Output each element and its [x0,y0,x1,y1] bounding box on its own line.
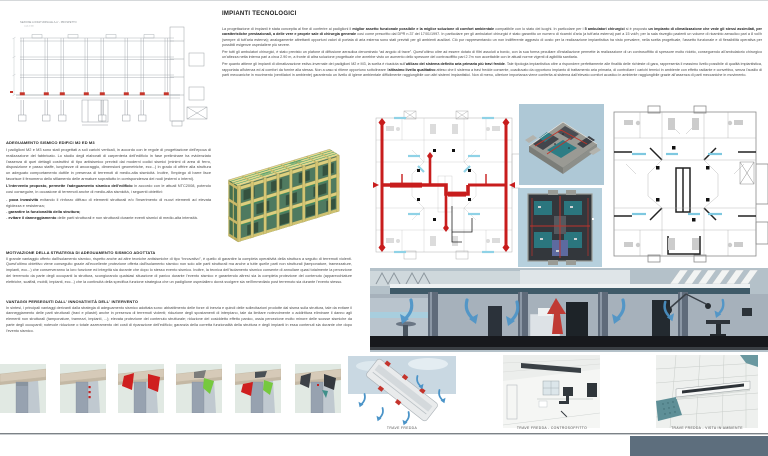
joint-damage-figure-6 [295,364,341,413]
section-vantaggi-heading: VANTAGGI PERSEGUITI DALL' INNOVATIVITÀ DELL' INTERVENTO [6,299,139,304]
bw-plan-shaft [740,162,754,184]
joint-damage-figure-1 [0,364,46,413]
section-motivazione [6,250,352,287]
cold-beam-ceiling-room-figure [503,355,600,428]
motivazione-body: Il grande vantaggio offerto dall'isolamento sismico, rispetto anche ad altre tecniche antisismiche di tipo “innovativo”, è quello di garantire la completa operatività della struttura a seguito di terremoti violenti. Quest'ultimo obiettivo viene conseguito grazie all'eccellente protezione offerta dall'isolamento sismico non solo alle parti strutturali ma anche a tutte quelle parti non strutturali (tamponature, tramezzature, impianti, ecc...) che conserveranno la loro funzione ed integrità sia durante che dopo lo stesso evento sismico. Inoltre, la tecnica dell'isolamento sismico consente di annullare quasi totalmente la percezione del terremoto da parte degli occupanti la struttura, scongiurando qualsiasi situazione di panico durante l'evento sismico e garantendo altresì sia la completa protezione del contenuto (apparecchiature elettriche, scaffali, mobili, impianti, ecc...) che la continuità della specifica funzione strategica che un padiglione ospedaliero dovrà svolgere sia nell'immediato post terremoto sia durante l'evento stesso. [6,256,352,284]
bim-isometric-render-figure [519,104,604,185]
adeguamento-body: I padiglioni M2 e M3 sono stati progettati a soli carichi verticali, in accordo con le regole di progettazione dell'epoca di realizzazione del fabbricato. Lo studio degli elaborati di carpenteria dell'edificio in fase preliminare ha evidenziato l'assenza di quei dettagli costruttivi di tipo antisismico previsti dai moderni codici sismici (minimi di area di ferro, disposizione e passo staffe, lunghezze di ancoraggio, dimensioni geometriche, ecc...) in grado di offrire alla struttura un adeguato comportamento duttile in presenza di terremoti di medio-alta sismicità. Inoltre, l'impiego di barre lisce favorisce il fenomeno dello sfilamento delle armature soprattutto in corrispondenza dei nodi (esterni o interni). [6,146,211,182]
stair-tower [170,27,207,126]
elevation-lines [16,35,180,99]
impianti-paragraph-2: Per tutti gli ambulatori chirurgici, è stato previsto un plafone di diffusione aeraulica denominato “ad angolo di trave”. Quest'ultimo oltre ad essere dotato di filtri assoluti a bordo, con la sua forma peculiare d'installazione permette la realizzazione di un controsoffitto di spessore molto ridotto, conseguendo all'ambulatorio chirurgico un'altezza netta interna pari a circa 2.90 m, a fronte di altra soluzione progettuale che avrebbe visto un aumento dello spessore del controsoffitto pari 2.7m non accettabile con le attuali norme vigenti di agibilità sanitaria. [222,49,762,60]
page-title: IMPIANTI TECNOLOGICI [222,11,297,17]
drawing-title: SEZIONE LONGITUDINALE A-A' - PROSPETTO [20,21,77,24]
model-end-face [228,180,238,242]
bw-plan-sink-marks [632,154,722,214]
bw-plan-bearing-walls [614,148,756,254]
red-duct-floor-plan-figure [368,106,520,264]
drawing-scale: scala 1:100 [24,25,34,28]
vantaggi-body: In sintesi, i principali vantaggi derivanti dalla strategia di adeguamento sismico adottata sono: abbattimento delle forze di inerzia e quindi delle sollecitazioni prodotte dal sisma sulla struttura, tale da evitare il danneggiamento delle parti strutturali (travi e pilastri) anche in presenza di terremoti violenti; riduzione degli spostamenti di interpiano, tale da limitare notevolmente o addirittura eliminare il danno agli elementi non strutturali (tamponature, tramezzi, impianti, ...); elevata protezione del contenuto strutturale; riduzione del cosiddetto effetto panico, ossia percezione molto minore delle scosse sismiche da parte degli occupanti; notevole riduzione o totale azzeramento dei costi di riparazione dell'edificio; garanzia della corretta funzionalità della struttura e degli impianti in essa contenuti sia durante che dopo l'evento sismico. [6,305,352,333]
airflow-section-render-figure [370,268,768,352]
rooms [370,292,768,342]
joint-damage-figure-2 [60,364,106,413]
fem-structural-model-figure [214,120,356,248]
damage-overlay [89,386,91,398]
bim-top-building [528,190,594,265]
impianti-text-block [222,27,762,80]
section-vantaggi [6,299,352,336]
joint-damage-figure-5 [235,364,281,413]
bw-plan-partitions [614,112,756,256]
foundation-piers [19,100,147,125]
adeguamento-bullet-2: - garantire la funzionalità della struttura; [6,208,81,214]
footer-color-block [630,436,768,456]
adeguamento-bullet-1: - poca invasività evitando il rinforzo diffuso di elementi strutturali e/o l'inserimento di nuovi elementi ad elevata rigidezza e resistenza; [6,196,211,208]
floor [370,336,768,350]
section-adeguamento [6,140,211,221]
impianti-paragraph-3: Per quanto attiene gli impianti di climatizzazione estivo-invernale dei padiglioni M2 e M3, la scelta è ricaduta sull'utilizzo del sistema definito aria primaria più travi fredde. Tale tipologia impiantistica oltre a rispondere perfettamente alle finalità delle richieste di gara, rappresenta il massimo livello possibile di qualità impiantistica, rapportata all'utenza ed al comfort da fornire alla stessa. Non a caso si ritiene opportuno sottolineare l'altissimo livello qualitativo atteso che il sistema a travi fredde consente, coadiuvato da opportuno impianto di trattamento aria primaria, di controllare i carichi termici in ambiente con effetto radiante e convettivo, senza l'ausilio di parti meccaniche in movimento (ventilatori in ambiente) garantendo un livello di igiene ambientale difficilmente raggiungibile con altri sistemi impiantistici. Non di meno, ulteriore importanza viene conferita al sistema dall'elevato comfort acustico in ambiente raggiungibile grazie all'assenza di parti meccaniche in movimento. [222,62,762,77]
bottom-divider-line [0,433,768,435]
joint-damage-sequence [0,364,345,414]
cold-beam-ceiling-caption: TRAVE FREDDA - CONTROSOFFITTO [516,426,588,430]
impianti-paragraph-1: La progettazione di impianti è stata concepita al fine di conferire ai padiglioni il miglior assetto funzionale possibile e la miglior soluzione di comfort ambientale compatibile con lo stato dei luoghi. In particolare per i 5 ambulatori chirurgici si è proposto un impianto di climatizzazione che vede gli stessi assimilati, per caratteristiche prestazionali, a delle vere e proprie sale di chirurgia generale così come prescritto dal DPR n.37 del 17/01/1997. In particolare per gli ambulatori chirurgici è stato garantito un numero di ricambi d'aria (a tutt'aria esterna) pari a 15 vol/h; per la sala risveglio pazienti un volume di ricambio aeraulico pari a 8 vol/h (sempre di tutt'aria esterna); analogamente altrettanti opportuni valori di portata di aria esterna sono stati previsti per gli ambienti ausiliari. Ciò pur rappresentando un non indifferente aggravio di costo per la realizzazione impiantistica ha visto prevalere, nella scelta progettuale, l'assetto funzionale e di flessibilità operativa per possibili esigenze ospedaliere più severe. [222,27,763,48]
section-adeguamento-heading: ADEGUAMENTO SISMICO EDIFICI M2 ED M3 [6,140,95,145]
joint-damage-figure-4 [176,364,222,413]
cold-beam-room-caption: TRAVE FREDDA - VISTA IN AMBIENTE [671,426,743,430]
top-frame-line [0,0,768,1]
section-motivazione-heading: MOTIVAZIONE DELLA STRATEGIA DI ADEGUAMENTO SISMICO ADOTTATA [6,250,156,255]
wall-monitor [587,383,597,397]
cold-beam-caption: TRAVE FREDDA [386,426,418,430]
cold-beam-diagram-figure [348,356,456,426]
structural-elevation-drawing [6,15,212,132]
dimension-line [13,37,16,96]
red-duct-lines [373,118,515,252]
cold-beam-ambient-view-figure [656,355,758,428]
joint-damage-figure-3 [118,364,164,413]
bw-floor-plan-figure [606,104,768,264]
bim-topview-render-figure [518,188,602,267]
adeguamento-bullet-3: - evitare il danneggiamento delle parti strutturali e non strutturali durante eventi sismici di medio-alta intensità. [6,215,198,221]
adeguamento-body2: L'intervento proposto, permette l'adeguamento sismico dell'edificio in accordo con le attuali NTC2008, potendo così conseguire, in occasione di terremoti anche di medio-alta sismicità, i seguenti obiettivi: [6,183,211,195]
